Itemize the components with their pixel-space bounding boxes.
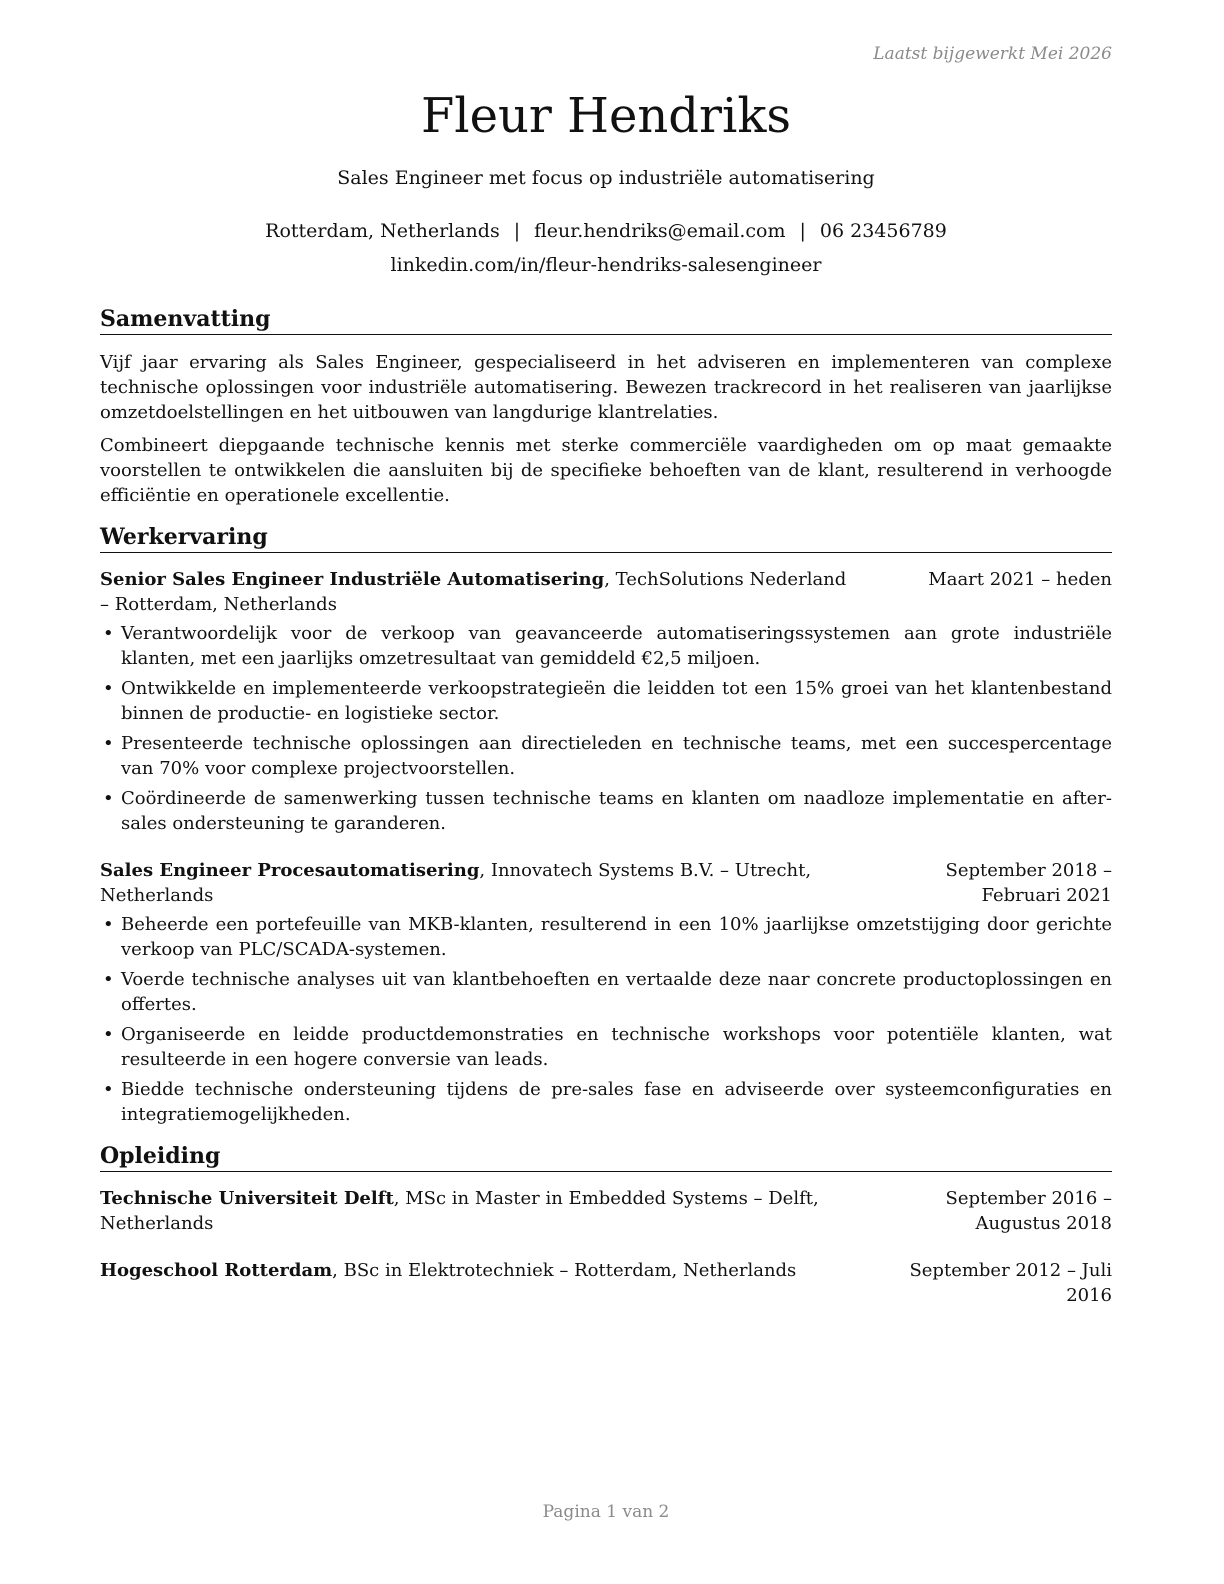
candidate-name: Fleur Hendriks xyxy=(420,88,792,144)
resume-content xyxy=(100,305,1112,1308)
job-entry xyxy=(100,567,1112,836)
last-updated-note: Laatst bijgewerkt Mei 2026 xyxy=(873,44,1112,64)
candidate-headline: Sales Engineer met focus op industriële automatisering xyxy=(337,167,875,189)
section-title-summary: Samenvatting xyxy=(100,305,1112,335)
job-entry xyxy=(100,858,1112,1127)
contact-location: Rotterdam, Netherlands xyxy=(265,220,500,242)
job-bullet: • Biedde technische ondersteuning tijdens de pre-sales fase en adviseerde over systeemconfiguraties en integratiemogelijkheden. xyxy=(100,1077,1112,1127)
page-number: Pagina 1 van 2 xyxy=(542,1502,670,1522)
job-title-line xyxy=(100,567,880,617)
job-bullet: • Beheerde een portefeuille van MKB-klanten, resulterend in een 10% jaarlijkse omzetstijging door gerichte verkoop van PLC/SCADA-systemen. xyxy=(100,912,1112,962)
education-entry xyxy=(100,1258,1112,1308)
section-title-education: Opleiding xyxy=(100,1142,1112,1172)
education-title-line xyxy=(100,1258,880,1308)
job-title-line xyxy=(100,858,880,908)
job-header xyxy=(100,567,1112,617)
education-degree-location: , MSc in Master in Embedded Systems – Delft, Netherlands xyxy=(100,1188,819,1234)
job-dates: Maart 2021 – heden xyxy=(928,569,1112,590)
job-bullet: • Ontwikkelde en implementeerde verkoopstrategieën die leidden tot een 15% groei van het klantenbestand binnen de productie- en logistieke sector. xyxy=(100,676,1112,726)
job-role: Sales Engineer Procesautomatisering xyxy=(100,860,480,881)
job-bullet: • Organiseerde en leidde productdemonstraties en technische workshops voor potentiële klanten, wat resulteerde in een hogere conversie van leads. xyxy=(100,1022,1112,1072)
job-role: Senior Sales Engineer Industriële Automatisering xyxy=(100,569,605,590)
summary-paragraph: Combineert diepgaande technische kennis met sterke commerciële vaardigheden om op maat gemaakte voorstellen te ontwikkelen die aansluiten bij de specifieke behoeften van de klant, resulterend in verhoogde efficiëntie en operationele excellentie. xyxy=(100,435,1112,506)
contact-phone[interactable]: 06 23456789 xyxy=(819,220,947,242)
experience-section xyxy=(100,523,1112,1127)
resume-page xyxy=(100,0,1112,1584)
education-title-line xyxy=(100,1186,880,1236)
education-dates: September 2012 – Juli 2016 xyxy=(909,1260,1112,1306)
job-bullet: • Presenteerde technische oplossingen aan directieleden en technische teams, met een succespercentage van 70% voor complexe projectvoorstellen. xyxy=(100,731,1112,781)
summary-section xyxy=(100,305,1112,508)
contact-line xyxy=(100,220,1112,242)
job-bullet-list xyxy=(100,912,1112,1127)
education-header xyxy=(100,1186,1112,1236)
contact-linkedin[interactable]: linkedin.com/in/fleur-hendriks-salesengineer xyxy=(390,254,822,276)
contact-email[interactable]: fleur.hendriks@email.com xyxy=(534,220,786,242)
education-degree-location: , BSc in Elektrotechniek – Rotterdam, Netherlands xyxy=(332,1260,797,1281)
contact-separator: | xyxy=(513,220,521,242)
job-bullet-list xyxy=(100,621,1112,836)
job-org-location: , Innovatech Systems B.V. – Utrecht, Netherlands xyxy=(100,860,812,906)
job-bullet: • Verantwoordelijk voor de verkoop van geavanceerde automatiseringssystemen aan grote industriële klanten, met een jaarlijks omzetresultaat van gemiddeld €2,5 miljoen. xyxy=(100,621,1112,671)
education-section xyxy=(100,1142,1112,1308)
job-org-location: , TechSolutions Nederland – Rotterdam, Netherlands xyxy=(100,569,847,615)
education-school: Technische Universiteit Delft xyxy=(100,1188,394,1209)
job-bullet: • Coördineerde de samenwerking tussen technische teams en klanten om naadloze implementatie en after-sales ondersteuning te garanderen. xyxy=(100,786,1112,836)
job-header xyxy=(100,858,1112,908)
education-school: Hogeschool Rotterdam xyxy=(100,1260,333,1281)
education-entry xyxy=(100,1186,1112,1236)
job-dates: September 2018 – Februari 2021 xyxy=(945,860,1112,906)
section-title-experience: Werkervaring xyxy=(100,523,1112,553)
job-bullet: • Voerde technische analyses uit van klantbehoeften en vertaalde deze naar concrete productoplossingen en offertes. xyxy=(100,967,1112,1017)
education-header xyxy=(100,1258,1112,1308)
education-dates: September 2016 – Augustus 2018 xyxy=(945,1188,1112,1234)
contact-separator: | xyxy=(799,220,806,242)
summary-body xyxy=(100,350,1112,508)
summary-paragraph: Vijf jaar ervaring als Sales Engineer, gespecialiseerd in het adviseren en implementeren van complexe technische oplossingen voor industriële automatisering. Bewezen trackrecord in het realiseren van jaarlijkse omzetdoelstellingen en het uitbouwen van langdurige klantrelaties. xyxy=(100,352,1112,423)
